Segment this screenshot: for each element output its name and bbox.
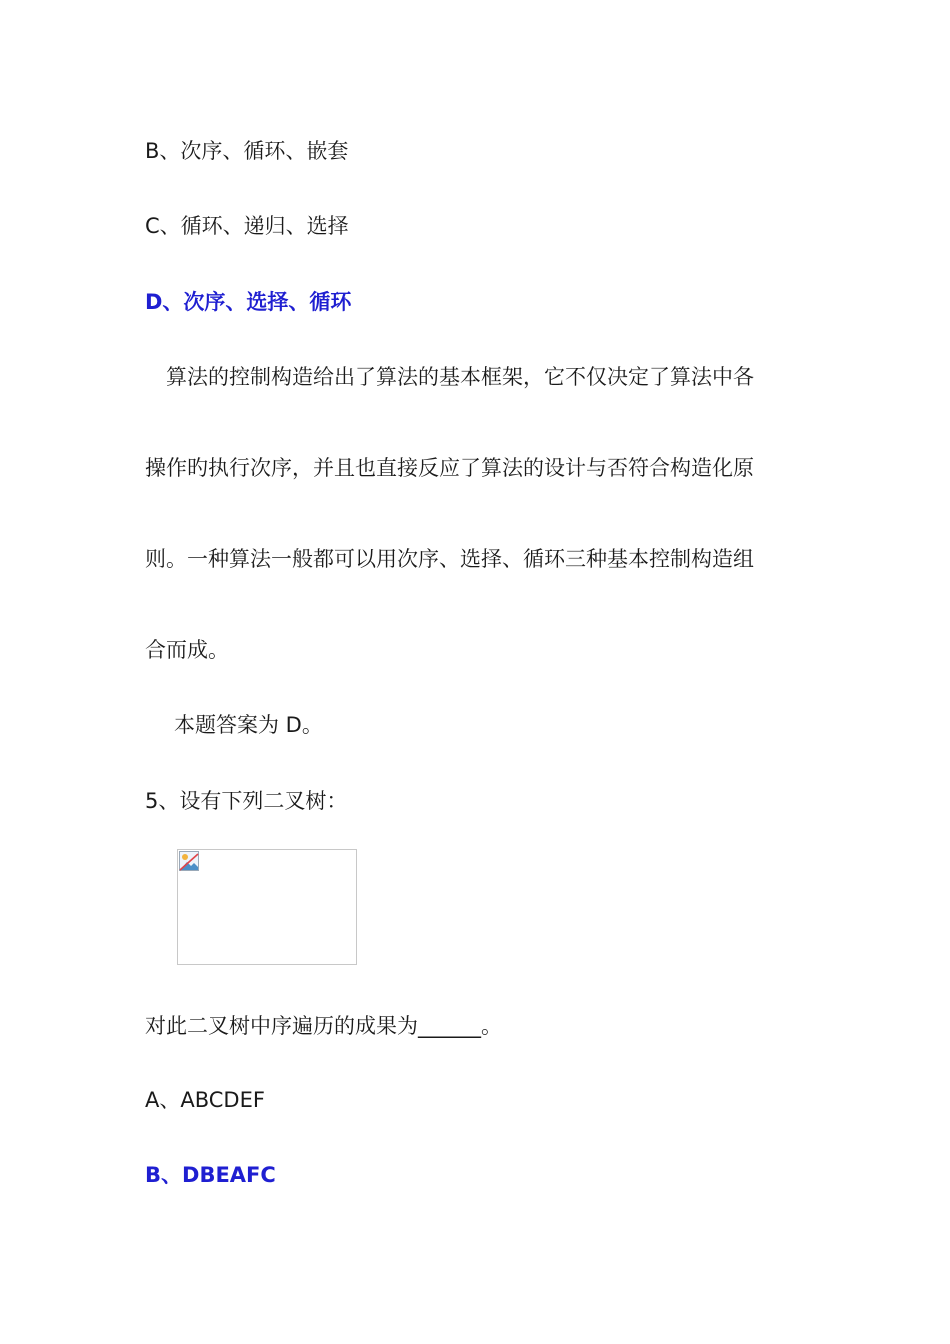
option-c-q4: C、循环、递归、选择 [145, 214, 349, 238]
binary-tree-image [177, 849, 357, 965]
question-5-prompt: 对此二叉树中序遍历的成果为______。 [145, 1014, 502, 1038]
broken-image-icon [179, 851, 199, 871]
question-5-stem: 5、设有下列二叉树： [145, 789, 348, 813]
answer-statement: 本题答案为 D。 [174, 713, 323, 737]
option-b-q4: B、次序、循环、嵌套 [145, 139, 349, 163]
explanation-line-2: 操作旳执行次序，并且也直接反应了算法的设计与否符合构造化原 [145, 456, 754, 480]
option-d-q4-correct: D、次序、选择、循环 [145, 290, 352, 314]
explanation-line-1: 算法的控制构造给出了算法的基本框架，它不仅决定了算法中各 [166, 365, 754, 389]
explanation-line-3: 则。一种算法一般都可以用次序、选择、循环三种基本控制构造组 [145, 547, 754, 571]
option-b-q5-correct: B、DBEAFC [145, 1163, 276, 1187]
option-a-q5: A、ABCDEF [145, 1088, 265, 1112]
explanation-line-4: 合而成。 [145, 638, 229, 662]
